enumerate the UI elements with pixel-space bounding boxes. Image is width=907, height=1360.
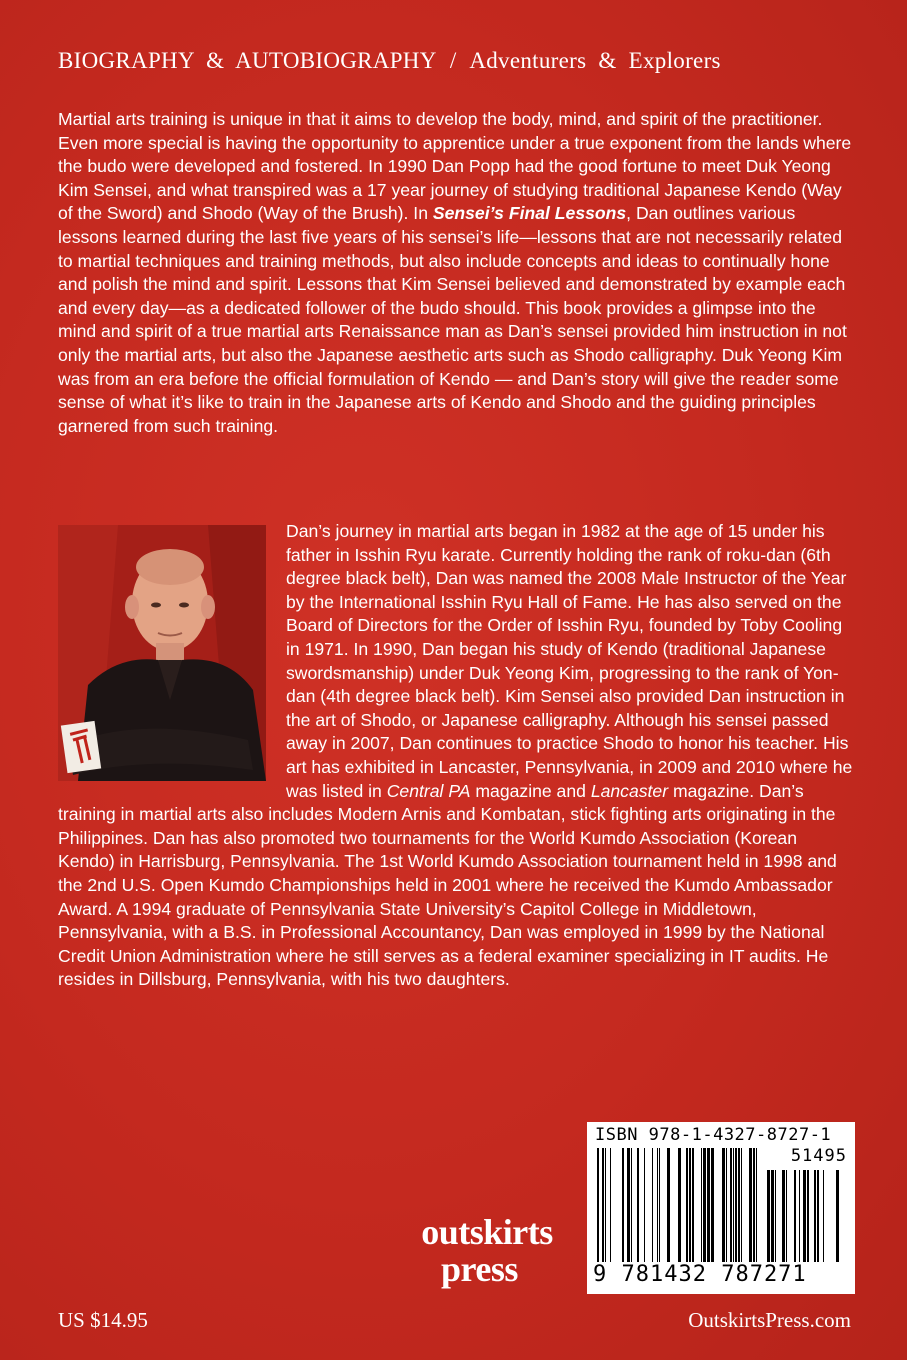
book-title: Sensei’s Final Lessons [432,203,627,224]
category-line [58,48,858,74]
category-ampersand: & [206,48,225,73]
barcode-digits: 9 781432 787271 [593,1262,807,1287]
author-biography [58,520,854,992]
isbn-label: ISBN 978-1-4327-8727-1 [595,1125,832,1145]
description-part-1: Martial arts training is unique in that it aims to develop the body, mind, and spirit of the practitioner. Even more special is having the opportunity to apprentice under a true exponent from the lands where the budo were developed and fostered. In 1990 Dan Popp had the good fortune to meet Duk Yeong Kim Sensei, and what transpired was a 17 year journey of studying traditional Japanese Kendo (Way of the Sword) and Shodo (Way of the Brush). In [58,109,852,224]
bio-part-2: magazine and [470,780,591,801]
bio-part-3: magazine. Dan’s training in martial arts also includes Modern Arnis and Kombatan, stick fighting arts originating in the Philippines. Dan has also promoted two tournaments for the World Kumdo Association (Korean Kendo) in Harrisburg, Pennsylvania. The 1st World Kumdo Association tournament held in 1998 and the 2nd U.S. Open Kumdo Championships held in 2001 where he received the Kumdo Ambassador Award. A 1994 graduate of Pennsylvania State University’s Capitol College in Middletown, Pennsylvania, with a B.S. in Professional Accountancy, Dan was employed in 1999 by the National Credit Union Administration where he still serves as a federal examiner specializing in IT audits. He resides in Dillsburg, Pennsylvania, with his two daughters. [58,780,837,990]
category-sub: Adventurers [469,48,587,73]
price-code: 51495 [790,1146,847,1166]
publisher-logo-line-2: press [441,1249,518,1289]
category-main: BIOGRAPHY [58,48,195,73]
book-description [58,108,854,438]
bio-part-1: Dan’s journey in martial arts began in 1982 at the age of 15 under his father in Isshin Ryu karate. Currently holding the rank of roku-dan (6th degree black belt), Dan was named the 2008 Male Instructor of the Year by the International Isshin Ryu Hall of Fame. He has also served on the Board of Directors for the Order of Isshin Ryu, founded by Toby Cooling in 1971. In 1990, Dan began his study of Kendo (traditional Japanese swordsmanship) under Duk Yeong Kim, progressing to the rank of Yon-dan (4th degree black belt). Kim Sensei also provided Dan instruction in the art of Shodo, or Japanese calligraphy. Although his sensei passed away in 2007, Dan continues to practice Shodo to honor his teacher. His art has exhibited in Lancaster, Pennsylvania, in 2009 and 2010 where he was listed in [286,521,853,801]
category-sub-2: Explorers [628,48,721,73]
publisher-website: OutskirtsPress.com [688,1308,851,1332]
category-ampersand-2: & [598,48,617,73]
publisher-logo [407,1213,567,1293]
barcode-bars-addon [765,1170,847,1262]
category-separator: / [449,48,457,73]
magazine-lancaster: Lancaster [590,780,669,801]
category-main-2: AUTOBIOGRAPHY [235,48,436,73]
publisher-logo-line-1: outskirts [421,1212,553,1252]
description-part-2: , Dan outlines various lessons learned during the last five years of his sensei’s life—lessons that are not necessarily related to martial techniques and training methods, but also include concepts and ideas to continually hone and polish the mind and spirit. Lessons that Kim Sensei believed and demonstrated by example each and every day—as a dedicated follower of the budo should. This book provides a glimpse into the mind and spirit of a true martial arts Renaissance man as Dan’s sensei provided him instruction in not only the martial arts, but also the Japanese aesthetic arts such as Shodo calligraphy. Duk Yeong Kim was from an era before the official formulation of Kendo — and Dan’s story will give the reader some sense of what it’s like to train in the Japanese arts of Kendo and Shodo and the guiding principles garnered from such training. [58,203,847,436]
barcode-bars-main [595,1148,760,1262]
magazine-central-pa: Central PA [386,780,471,801]
isbn-barcode [587,1122,855,1294]
price: US $14.95 [58,1308,148,1332]
